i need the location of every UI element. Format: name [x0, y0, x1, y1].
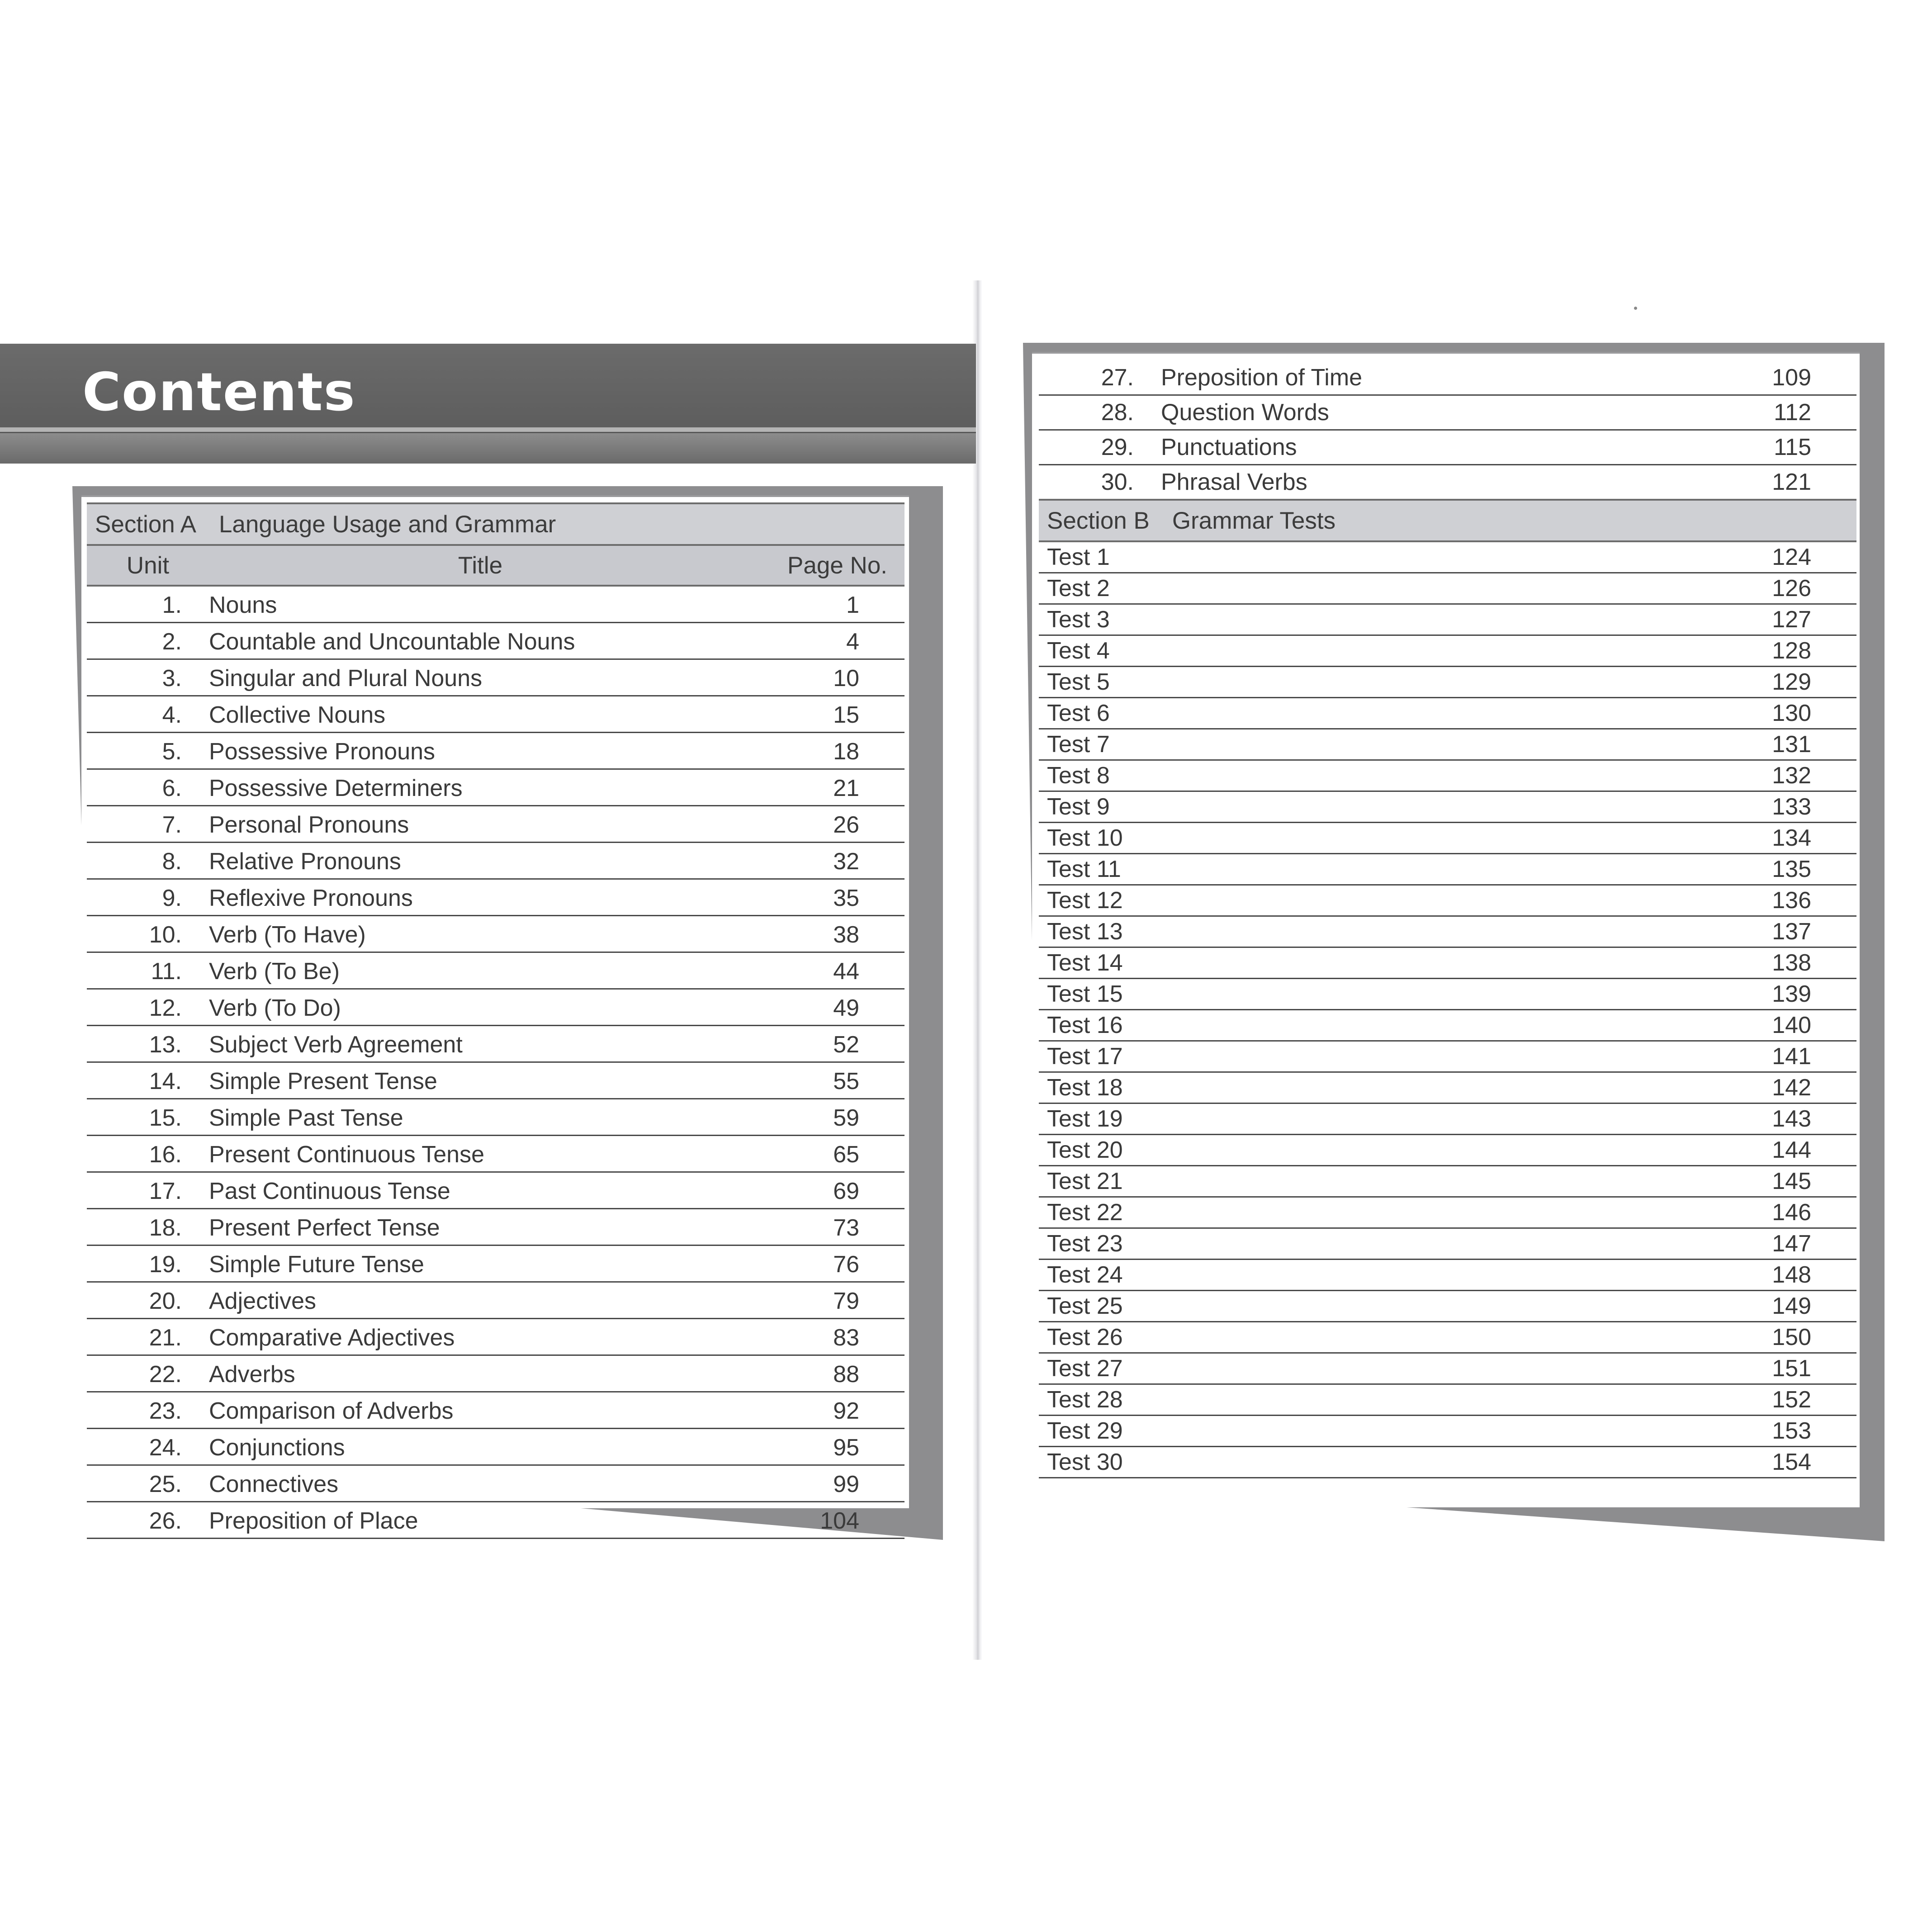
table-row — [1039, 885, 1856, 916]
table-row — [1039, 667, 1856, 698]
table-row — [87, 1392, 904, 1429]
test-page: 137 — [1704, 916, 1856, 947]
unit-number: 15. — [87, 1099, 209, 1136]
test-title: Test 22 — [1039, 1197, 1704, 1228]
table-row — [1039, 1384, 1856, 1416]
table-row — [87, 1099, 904, 1136]
section-a-label: Section A — [95, 511, 196, 538]
table-row — [1039, 573, 1856, 604]
table-row — [87, 623, 904, 659]
unit-title: Comparative Adjectives — [209, 1319, 752, 1355]
table-row — [1039, 541, 1856, 573]
table-row — [1039, 916, 1856, 947]
table-row — [1039, 1072, 1856, 1103]
test-title: Test 28 — [1039, 1384, 1704, 1416]
unit-page: 76 — [752, 1245, 904, 1282]
test-page: 133 — [1704, 791, 1856, 823]
unit-number: 2. — [87, 623, 209, 659]
test-title: Test 12 — [1039, 885, 1704, 916]
test-page: 151 — [1704, 1353, 1856, 1384]
table-row — [87, 952, 904, 989]
unit-title: Phrasal Verbs — [1161, 465, 1704, 500]
unit-page: 92 — [752, 1392, 904, 1429]
table-row — [87, 1465, 904, 1502]
unit-title: Collective Nouns — [209, 696, 752, 733]
test-page: 141 — [1704, 1041, 1856, 1072]
unit-page: 65 — [752, 1136, 904, 1172]
test-page: 143 — [1704, 1103, 1856, 1135]
unit-number: 11. — [87, 952, 209, 989]
table-row — [87, 659, 904, 696]
table-row — [1039, 1416, 1856, 1447]
unit-page: 4 — [752, 623, 904, 659]
test-title: Test 26 — [1039, 1322, 1704, 1353]
unit-number: 26. — [87, 1502, 209, 1539]
table-row — [87, 586, 904, 623]
test-page: 129 — [1704, 667, 1856, 698]
test-title: Test 8 — [1039, 760, 1704, 791]
section-b-heading-row — [1039, 500, 1856, 541]
test-title: Test 16 — [1039, 1010, 1704, 1041]
table-row — [1039, 1010, 1856, 1041]
test-page: 148 — [1704, 1260, 1856, 1291]
table-row — [1039, 947, 1856, 979]
test-page: 152 — [1704, 1384, 1856, 1416]
page-title: Contents — [82, 362, 356, 423]
unit-page: 95 — [752, 1429, 904, 1465]
unit-number: 10. — [87, 916, 209, 952]
unit-number: 9. — [87, 879, 209, 916]
test-title: Test 25 — [1039, 1291, 1704, 1322]
table-row — [1039, 1228, 1856, 1260]
column-header-title: Title — [209, 545, 752, 586]
test-title: Test 3 — [1039, 604, 1704, 635]
table-row — [1039, 604, 1856, 635]
table-row — [1039, 635, 1856, 667]
unit-title: Verb (To Do) — [209, 989, 752, 1026]
table-row — [87, 769, 904, 806]
test-title: Test 29 — [1039, 1416, 1704, 1447]
test-page: 147 — [1704, 1228, 1856, 1260]
unit-number: 27. — [1039, 361, 1161, 395]
table-row — [1039, 729, 1856, 760]
table-row — [1039, 465, 1856, 500]
table-row — [1039, 698, 1856, 729]
unit-number: 18. — [87, 1209, 209, 1245]
unit-page: 83 — [752, 1319, 904, 1355]
test-page: 124 — [1704, 541, 1856, 573]
table-row — [1039, 791, 1856, 823]
unit-title: Simple Future Tense — [209, 1245, 752, 1282]
section-b-label: Section B — [1047, 507, 1150, 534]
test-title: Test 11 — [1039, 854, 1704, 885]
unit-page: 55 — [752, 1062, 904, 1099]
column-header-unit: Unit — [87, 545, 209, 586]
unit-page: 59 — [752, 1099, 904, 1136]
table-row — [1039, 1135, 1856, 1166]
test-title: Test 2 — [1039, 573, 1704, 604]
unit-title: Adverbs — [209, 1355, 752, 1392]
test-page: 154 — [1704, 1447, 1856, 1478]
table-row — [1039, 823, 1856, 854]
unit-title: Question Words — [1161, 395, 1704, 430]
table-row — [1039, 361, 1856, 395]
unit-title: Simple Present Tense — [209, 1062, 752, 1099]
table-row — [87, 1319, 904, 1355]
table-row — [1039, 1166, 1856, 1197]
table-row — [1039, 1322, 1856, 1353]
table-row — [1039, 854, 1856, 885]
column-header-row — [87, 545, 904, 586]
unit-title: Preposition of Place — [209, 1502, 752, 1539]
test-page: 150 — [1704, 1322, 1856, 1353]
unit-page: 104 — [752, 1502, 904, 1539]
table-row — [87, 733, 904, 769]
unit-title: Punctuations — [1161, 430, 1704, 465]
unit-page: 79 — [752, 1282, 904, 1319]
table-row — [1039, 1447, 1856, 1478]
unit-number: 7. — [87, 806, 209, 843]
table-row — [1039, 1291, 1856, 1322]
column-header-page: Page No. — [752, 545, 904, 586]
test-title: Test 17 — [1039, 1041, 1704, 1072]
test-page: 126 — [1704, 573, 1856, 604]
test-title: Test 19 — [1039, 1103, 1704, 1135]
test-page: 132 — [1704, 760, 1856, 791]
test-title: Test 30 — [1039, 1447, 1704, 1478]
unit-title: Past Continuous Tense — [209, 1172, 752, 1209]
unit-page: 52 — [752, 1026, 904, 1062]
unit-title: Possessive Pronouns — [209, 733, 752, 769]
unit-number: 25. — [87, 1465, 209, 1502]
test-title: Test 20 — [1039, 1135, 1704, 1166]
table-row — [1039, 1197, 1856, 1228]
table-row — [1039, 1353, 1856, 1384]
test-page: 127 — [1704, 604, 1856, 635]
unit-number: 21. — [87, 1319, 209, 1355]
test-title: Test 14 — [1039, 947, 1704, 979]
unit-number: 30. — [1039, 465, 1161, 500]
table-row — [87, 1172, 904, 1209]
header-stripe — [0, 427, 976, 432]
unit-page: 1 — [752, 586, 904, 623]
paper-speck — [1634, 307, 1637, 310]
unit-page: 99 — [752, 1465, 904, 1502]
unit-number: 1. — [87, 586, 209, 623]
unit-title: Present Perfect Tense — [209, 1209, 752, 1245]
unit-title: Connectives — [209, 1465, 752, 1502]
table-row — [1039, 395, 1856, 430]
table-row — [87, 1355, 904, 1392]
unit-number: 5. — [87, 733, 209, 769]
test-page: 138 — [1704, 947, 1856, 979]
table-row — [87, 879, 904, 916]
test-page: 131 — [1704, 729, 1856, 760]
test-title: Test 5 — [1039, 667, 1704, 698]
unit-number: 14. — [87, 1062, 209, 1099]
test-title: Test 13 — [1039, 916, 1704, 947]
table-row — [87, 1429, 904, 1465]
test-page: 149 — [1704, 1291, 1856, 1322]
test-page: 130 — [1704, 698, 1856, 729]
test-page: 135 — [1704, 854, 1856, 885]
unit-title: Relative Pronouns — [209, 843, 752, 879]
unit-title: Singular and Plural Nouns — [209, 659, 752, 696]
section-a-table — [87, 502, 904, 1539]
unit-page: 18 — [752, 733, 904, 769]
test-title: Test 9 — [1039, 791, 1704, 823]
unit-number: 24. — [87, 1429, 209, 1465]
unit-number: 29. — [1039, 430, 1161, 465]
unit-page: 44 — [752, 952, 904, 989]
test-page: 144 — [1704, 1135, 1856, 1166]
unit-page: 109 — [1704, 361, 1856, 395]
contents-card-right — [1032, 352, 1860, 1507]
table-row — [87, 1209, 904, 1245]
unit-title: Verb (To Have) — [209, 916, 752, 952]
table-row — [1039, 760, 1856, 791]
table-row — [1039, 1041, 1856, 1072]
test-title: Test 18 — [1039, 1072, 1704, 1103]
contents-table-continued — [1039, 361, 1856, 1478]
unit-page: 21 — [752, 769, 904, 806]
table-row — [87, 1502, 904, 1539]
unit-page: 88 — [752, 1355, 904, 1392]
section-a-title: Language Usage and Grammar — [218, 511, 556, 538]
unit-page: 69 — [752, 1172, 904, 1209]
unit-title: Countable and Uncountable Nouns — [209, 623, 752, 659]
unit-page: 115 — [1704, 430, 1856, 465]
table-row — [1039, 1103, 1856, 1135]
table-row — [1039, 1260, 1856, 1291]
unit-number: 28. — [1039, 395, 1161, 430]
table-row — [87, 1136, 904, 1172]
section-b-title: Grammar Tests — [1172, 507, 1336, 534]
test-title: Test 6 — [1039, 698, 1704, 729]
table-row — [87, 1282, 904, 1319]
unit-page: 32 — [752, 843, 904, 879]
table-row — [87, 806, 904, 843]
table-row — [1039, 979, 1856, 1010]
test-title: Test 24 — [1039, 1260, 1704, 1291]
unit-page: 49 — [752, 989, 904, 1026]
table-row — [1039, 430, 1856, 465]
unit-title: Possessive Determiners — [209, 769, 752, 806]
test-page: 146 — [1704, 1197, 1856, 1228]
unit-number: 19. — [87, 1245, 209, 1282]
test-title: Test 15 — [1039, 979, 1704, 1010]
table-row — [87, 1062, 904, 1099]
unit-number: 13. — [87, 1026, 209, 1062]
unit-page: 73 — [752, 1209, 904, 1245]
unit-number: 16. — [87, 1136, 209, 1172]
unit-title: Present Continuous Tense — [209, 1136, 752, 1172]
test-page: 136 — [1704, 885, 1856, 916]
test-title: Test 7 — [1039, 729, 1704, 760]
test-page: 128 — [1704, 635, 1856, 667]
unit-title: Subject Verb Agreement — [209, 1026, 752, 1062]
unit-page: 121 — [1704, 465, 1856, 500]
test-title: Test 1 — [1039, 541, 1704, 573]
unit-page: 10 — [752, 659, 904, 696]
unit-number: 4. — [87, 696, 209, 733]
book-spine — [972, 280, 982, 1660]
unit-number: 23. — [87, 1392, 209, 1429]
unit-number: 17. — [87, 1172, 209, 1209]
unit-page: 112 — [1704, 395, 1856, 430]
table-row — [87, 843, 904, 879]
table-row — [87, 916, 904, 952]
unit-title: Verb (To Be) — [209, 952, 752, 989]
test-page: 140 — [1704, 1010, 1856, 1041]
test-title: Test 21 — [1039, 1166, 1704, 1197]
unit-title: Simple Past Tense — [209, 1099, 752, 1136]
unit-page: 35 — [752, 879, 904, 916]
unit-title: Comparison of Adverbs — [209, 1392, 752, 1429]
test-page: 134 — [1704, 823, 1856, 854]
table-row — [87, 1245, 904, 1282]
unit-page: 15 — [752, 696, 904, 733]
test-page: 145 — [1704, 1166, 1856, 1197]
test-title: Test 10 — [1039, 823, 1704, 854]
table-row — [87, 989, 904, 1026]
unit-title: Personal Pronouns — [209, 806, 752, 843]
test-page: 153 — [1704, 1416, 1856, 1447]
test-title: Test 23 — [1039, 1228, 1704, 1260]
unit-number: 3. — [87, 659, 209, 696]
section-a-heading-row — [87, 503, 904, 545]
unit-title: Adjectives — [209, 1282, 752, 1319]
unit-title: Nouns — [209, 586, 752, 623]
unit-number: 20. — [87, 1282, 209, 1319]
unit-number: 12. — [87, 989, 209, 1026]
unit-number: 22. — [87, 1355, 209, 1392]
contents-card-left — [81, 495, 909, 1534]
table-row — [87, 696, 904, 733]
test-page: 142 — [1704, 1072, 1856, 1103]
test-page: 139 — [1704, 979, 1856, 1010]
table-row — [87, 1026, 904, 1062]
test-title: Test 27 — [1039, 1353, 1704, 1384]
unit-page: 26 — [752, 806, 904, 843]
unit-number: 6. — [87, 769, 209, 806]
unit-title: Reflexive Pronouns — [209, 879, 752, 916]
test-title: Test 4 — [1039, 635, 1704, 667]
unit-title: Preposition of Time — [1161, 361, 1704, 395]
unit-page: 38 — [752, 916, 904, 952]
unit-number: 8. — [87, 843, 209, 879]
unit-title: Conjunctions — [209, 1429, 752, 1465]
